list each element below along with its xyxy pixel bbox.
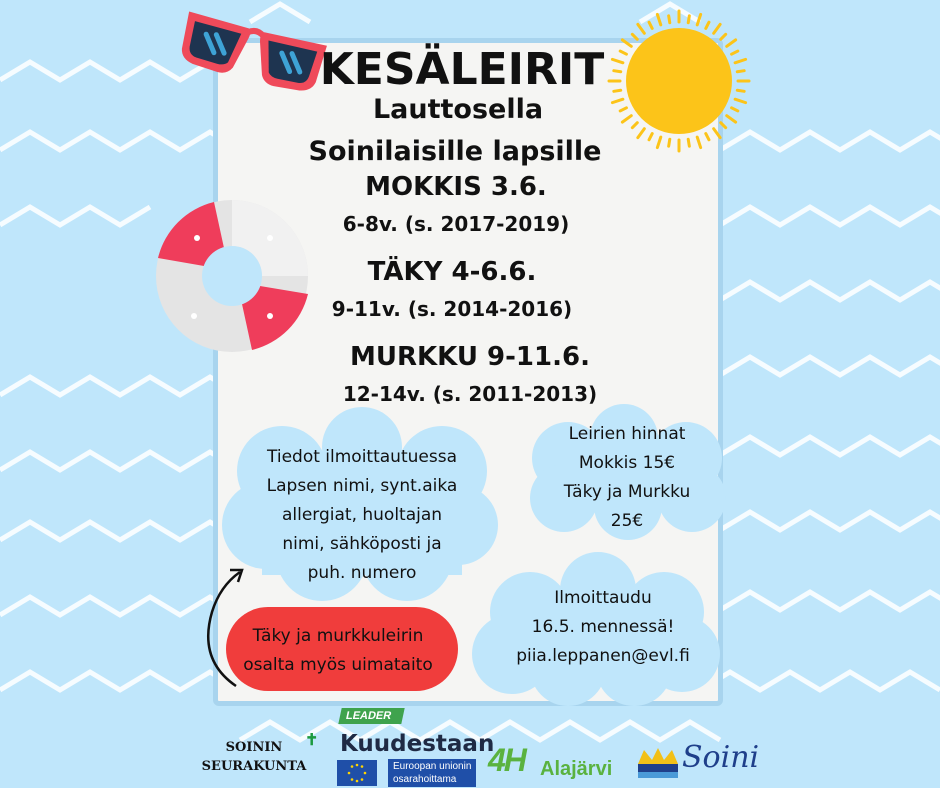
soini-crown-icon xyxy=(634,744,682,782)
info-line-4: nimi, sähköposti ja xyxy=(282,534,442,554)
price-line-3: Täky ja Murkku xyxy=(563,482,691,502)
info-line-2: Lapsen nimi, synt.aika xyxy=(266,476,458,496)
camp-murkku-name: MURKKU 9-11.6. xyxy=(350,342,590,372)
swim-note-line-1: Täky ja murkkuleirin xyxy=(252,626,424,646)
price-line-2: Mokkis 15€ xyxy=(578,453,676,473)
camp-murkku-ages: 12-14v. (s. 2011-2013) xyxy=(342,382,598,406)
eu-line-1: Euroopan unionin xyxy=(393,761,472,772)
parish-line-1: SOININ xyxy=(225,740,283,755)
register-line-3: piia.leppanen@evl.fi xyxy=(516,646,690,666)
info-line-1: Tiedot ilmoittautuessa xyxy=(267,447,457,467)
fourh-logo: 4H xyxy=(488,742,525,778)
sun-ray xyxy=(649,22,652,28)
info-line-3: allergiat, huoltajan xyxy=(281,505,443,525)
camp-taky-name: TÄKY 4-6.6. xyxy=(367,257,537,287)
sun-ray xyxy=(638,24,644,33)
info-line-5: puh. numero xyxy=(307,563,417,583)
camp-mokkis-ages: 6-8v. (s. 2017-2019) xyxy=(342,212,570,236)
sun-ray xyxy=(632,34,637,39)
parish-line-2: SEURAKUNTA xyxy=(201,759,307,774)
sun-ray xyxy=(688,16,689,23)
camp-taky-ages: 9-11v. (s. 2014-2016) xyxy=(331,297,573,321)
price-line-4: 25€ xyxy=(610,511,644,531)
register-line-1: Ilmoittaudu xyxy=(554,588,652,608)
sun-ray xyxy=(706,22,709,28)
kuudestaan-logo: Kuudestaan xyxy=(340,731,495,757)
sun-ray xyxy=(714,24,720,33)
eu-flag-icon xyxy=(337,760,377,786)
alajarvi-text: Alajärvi xyxy=(540,758,613,780)
leader-badge: LEADER xyxy=(338,708,405,724)
camp-mokkis-name: MOKKIS 3.6. xyxy=(365,172,547,202)
sun-ray xyxy=(657,14,660,24)
audience-text: Soinilaisille lapsille xyxy=(308,136,602,167)
poster-title: KESÄLEIRIT xyxy=(319,44,605,95)
sun-ray xyxy=(721,34,726,39)
price-line-1: Leirien hinnat xyxy=(568,424,686,444)
sun-ray xyxy=(669,16,670,23)
location-text: Lauttosella xyxy=(372,94,544,125)
register-line-2: 16.5. mennessä! xyxy=(531,617,675,637)
eu-funding-text xyxy=(388,759,476,787)
cross-icon: ✝ xyxy=(305,732,319,749)
sun-ray xyxy=(697,14,700,24)
swim-note-line-2: osalta myös uimataito xyxy=(243,655,433,675)
soini-logo: Soini xyxy=(682,740,760,775)
eu-line-2: osarahoittama xyxy=(393,774,457,785)
parish-logo xyxy=(196,738,312,776)
